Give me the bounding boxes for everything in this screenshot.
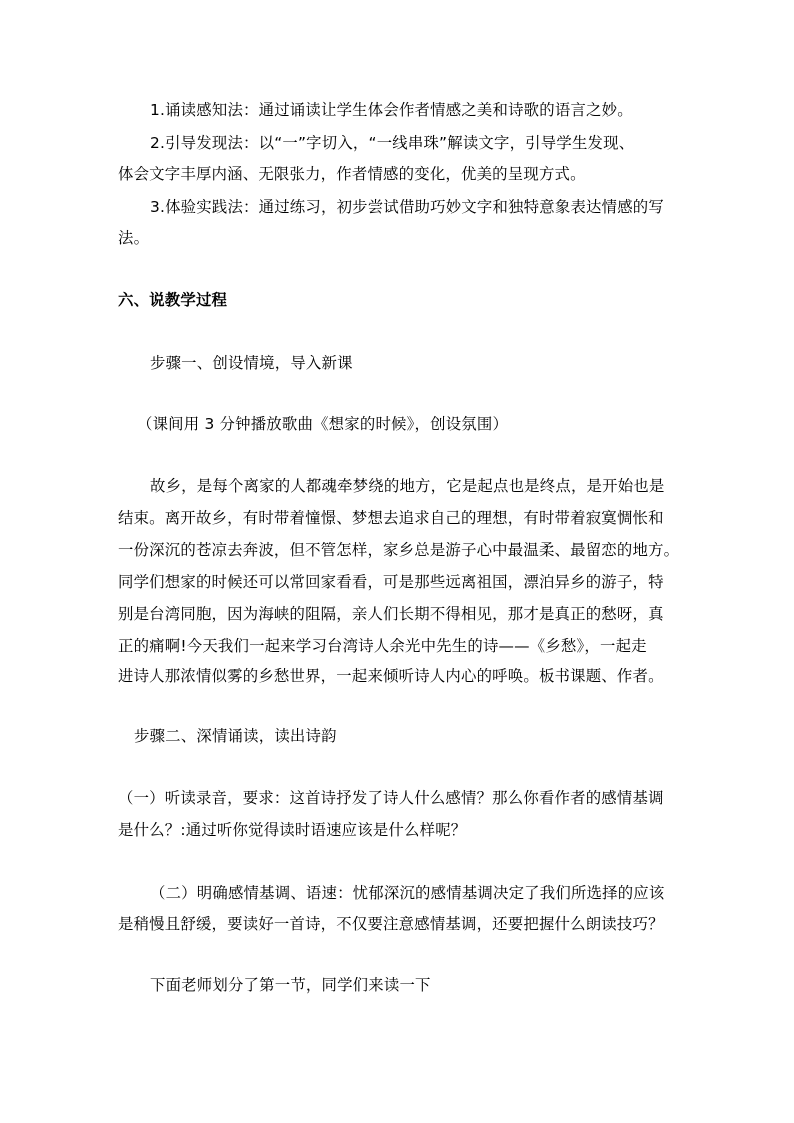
step1-paragraph-line: 故乡，是每个离家的人都魂牵梦绕的地方，它是起点也是终点，是开始也是 bbox=[150, 477, 665, 495]
step2-sub1-line: （一）听读录音，要求：这首诗抒发了诗人什么感情？那么你看作者的感情基调 bbox=[118, 789, 664, 807]
method-item-2-line-2: 体会文字丰厚内涵、无限张力，作者情感的变化，优美的呈现方式。 bbox=[118, 165, 586, 183]
method-item-2-line-1: 2.引导发现法：以“一”字切入，“一线串珠”解读文字，引导学生发现、 bbox=[150, 134, 635, 152]
step1-paragraph-line: 一份深沉的苍凉去奔波，但不管怎样，家乡总是游子心中最温柔、最留恋的地方。 bbox=[118, 541, 680, 559]
section-heading: 六、说教学过程 bbox=[118, 291, 228, 309]
step2-title: 步骤二、深情诵读，读出诗韵 bbox=[134, 727, 337, 745]
step1-title: 步骤一、创设情境，导入新课 bbox=[150, 354, 353, 372]
method-item-3-line-1: 3.体验实践法：通过练习，初步尝试借助巧妙文字和独特意象表达情感的写 bbox=[150, 198, 664, 216]
step2-closing: 下面老师划分了第一节，同学们来读一下 bbox=[150, 976, 431, 994]
method-item-3-line-2: 法。 bbox=[118, 229, 150, 247]
step1-paragraph-line: 正的痛啊!今天我们一起来学习台湾诗人余光中先生的诗——《乡愁》，一起走 bbox=[118, 637, 647, 655]
step1-paragraph-line: 进诗人那浓情似雾的乡愁世界，一起来倾听诗人内心的呼唤。板书课题、作者。 bbox=[118, 667, 664, 685]
step1-paragraph-line: 结束。离开故乡，有时带着憧憬、梦想去追求自己的理想，有时带着寂寞惆怅和 bbox=[118, 509, 664, 527]
step1-paragraph-line: 别是台湾同胞，因为海峡的阻隔，亲人们长期不得相见，那才是真正的愁呀，真 bbox=[118, 605, 664, 623]
step2-sub1-line: 是什么？:通过听你觉得读时语速应该是什么样呢？ bbox=[118, 821, 467, 839]
step1-note: （课间用 3 分钟播放歌曲《想家的时候》，创设氛围） bbox=[137, 415, 509, 433]
step2-sub2-line: （二）明确感情基调、语速：忧郁深沉的感情基调决定了我们所选择的应该 bbox=[150, 884, 665, 902]
method-item-1: 1.诵读感知法：通过诵读让学生体会作者情感之美和诗歌的语言之妙。 bbox=[150, 101, 633, 119]
step1-paragraph-line: 同学们想家的时候还可以常回家看看，可是那些远离祖国，漂泊异乡的游子，特 bbox=[118, 573, 664, 591]
step2-sub2-line: 是稍慢且舒缓，要读好一首诗，不仅要注意感情基调，还要把握什么朗读技巧？ bbox=[118, 915, 664, 933]
